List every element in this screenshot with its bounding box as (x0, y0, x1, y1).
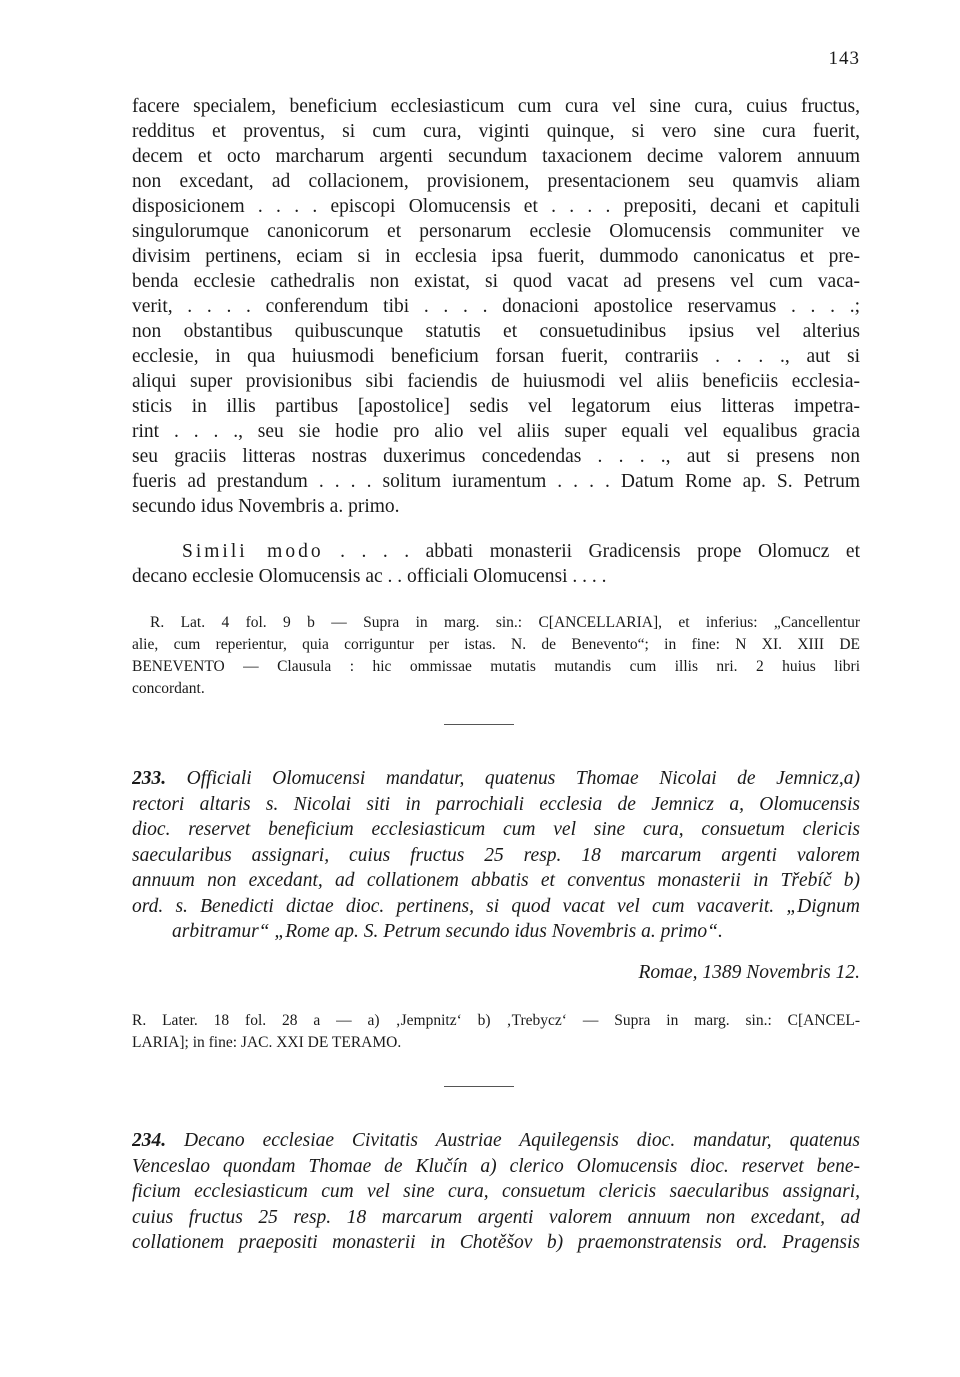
note-line: concordant. (132, 680, 205, 697)
section-divider (444, 724, 514, 725)
entry-line: collationem praepositi monasterii in Chotěšov b) praemonstratensis ord. Pragensis (132, 1232, 860, 1253)
text-line: secundo idus Novembris a. primo. (132, 496, 400, 517)
note-line: alie, cum reperientur, quia corriguntur per istas. N. de Benevento“; in fine: N XI. XIII DE (132, 636, 860, 653)
entry-number: 233. (132, 768, 167, 789)
entry-line: Venceslao quondam Thomae de Klučín a) clerico Olomucensis dioc. reservet bene- (132, 1155, 860, 1177)
text-line: decem et octo marcharum argenti secundum taxacionem decime valorem annuum (132, 146, 860, 167)
text-line: singulorumque canonicorum et personarum ecclesie Olomucensis communiter ve (132, 221, 860, 242)
entry-line: ord. s. Benedicti dictae dioc. pertinens, si quod vacat vel cum vacaverit. „Dignum (132, 895, 860, 917)
entry-line: cuius fructus 25 resp. 18 marcarum argenti valorem annuum non excedant, ad (132, 1206, 860, 1228)
text-line (132, 539, 860, 564)
note-line: LARIA]; in fine: JAC. XXI DE TERAMO. (132, 1034, 402, 1051)
source-note (132, 612, 860, 700)
text-line: divisim pertinens, eciam si in ecclesia ipsa fuerit, dummodo canonicatus et pre- (132, 246, 860, 267)
entry-line: saecularibus assignari, cuius fructus 25 resp. 18 marcarum argenti valorem (132, 844, 860, 866)
text-line: rint . . . ., seu sie hodie pro alio vel aliis super equali vel equalibus gracia (132, 421, 860, 442)
entry-line: annuum non excedant, ad collationem abbatis et conventus monasterii in Třebíč b) (132, 870, 860, 891)
simili-rest: . . . . abbati monasterii Gradicensis prope Olomucz et (323, 541, 860, 562)
entry-line: dioc. reservet beneficium ecclesiasticum cum vel sine cura, consuetum clericis (132, 819, 860, 840)
note-line: R. Later. 18 fol. 28 a — a) ‚Jempnitz‘ b) ‚Trebycz‘ — Supra in marg. sin.: C[ANCEL- (132, 1012, 860, 1029)
entry-line: rectori altaris s. Nicolai siti in parrochiali ecclesia de Jemnicz a, Olomucensis (132, 793, 860, 815)
text-line: verit, . . . . conferendum tibi . . . . donacioni apostolice reservamus . . . .; (132, 296, 860, 317)
text-line: aliqui super provisionibus sibi faciendis de huiusmodi vel aliis beneficiis ecclesia- (132, 371, 860, 392)
text-line: decano ecclesie Olomucensis ac . . officiali Olomucensi . . . . (132, 566, 607, 587)
entry-line: arbitramur“ „Rome ap. S. Petrum secundo idus Novembris a. primo“. (172, 921, 723, 942)
entry-number: 234. (132, 1130, 167, 1151)
text-line: seu graciis litteras nostras duxerimus concedendas . . . ., aut si presens non (132, 446, 860, 467)
source-note (132, 1010, 860, 1054)
section-divider (444, 1086, 514, 1087)
simili-lead: Simili modo (182, 541, 324, 562)
text-line: benda ecclesie cathedralis non existat, si quod vacat ad presens vel cum vaca- (132, 271, 860, 292)
note-line: BENEVENTO — Clausula : hic ommissae mutatis mutandis cum illis nri. 2 huius libri (132, 658, 860, 675)
text-line: non excedant, ad collacionem, provisionem, presentacionem seu quamvis aliam (132, 171, 860, 192)
text-line: ecclesie, in qua huiusmodi beneficium forsan fuerit, contrariis . . . ., aut si (132, 346, 860, 367)
entry-line: 234. Decano ecclesiae Civitatis Austriae Aquilegensis dioc. mandatur, quatenus (132, 1130, 860, 1151)
simili-modo-paragraph (132, 539, 860, 589)
page-number: 143 (828, 48, 860, 69)
text-line: sticis in illis partibus [apostolice] sedis vel legatorum eius litteras impetra- (132, 396, 860, 417)
text-line: fueris ad prestandum . . . . solitum iuramentum . . . . Datum Rome ap. S. Petrum (132, 471, 860, 492)
text-line: non obstantibus quibuscunque statutis et consuetudinibus ipsius vel alterius (132, 321, 860, 342)
text-line: disposicionem . . . . episcopi Olomucensis et . . . . prepositi, decani et capituli (132, 196, 860, 217)
entry-date: Romae, 1389 Novembris 12. (638, 962, 860, 983)
entry-233 (132, 766, 860, 945)
text-line: facere specialem, beneficium ecclesiasticum cum cura vel sine cura, cuius fructus, (132, 96, 860, 117)
entry-line: ficium ecclesiasticum cum vel sine cura, consuetum clericis saecularibus assignari, (132, 1181, 860, 1202)
main-text (132, 94, 860, 519)
text-line: redditus et proventus, si cum cura, viginti quinque, si vero sine cura fuerit, (132, 121, 860, 142)
entry-line: 233. Officiali Olomucensi mandatur, quatenus Thomae Nicolai de Jemnicz,a) (132, 768, 860, 789)
entry-234 (132, 1128, 860, 1256)
note-line: R. Lat. 4 fol. 9 b — Supra in marg. sin.: C[ANCELLARIA], et inferius: „Cancellentur (150, 614, 860, 631)
